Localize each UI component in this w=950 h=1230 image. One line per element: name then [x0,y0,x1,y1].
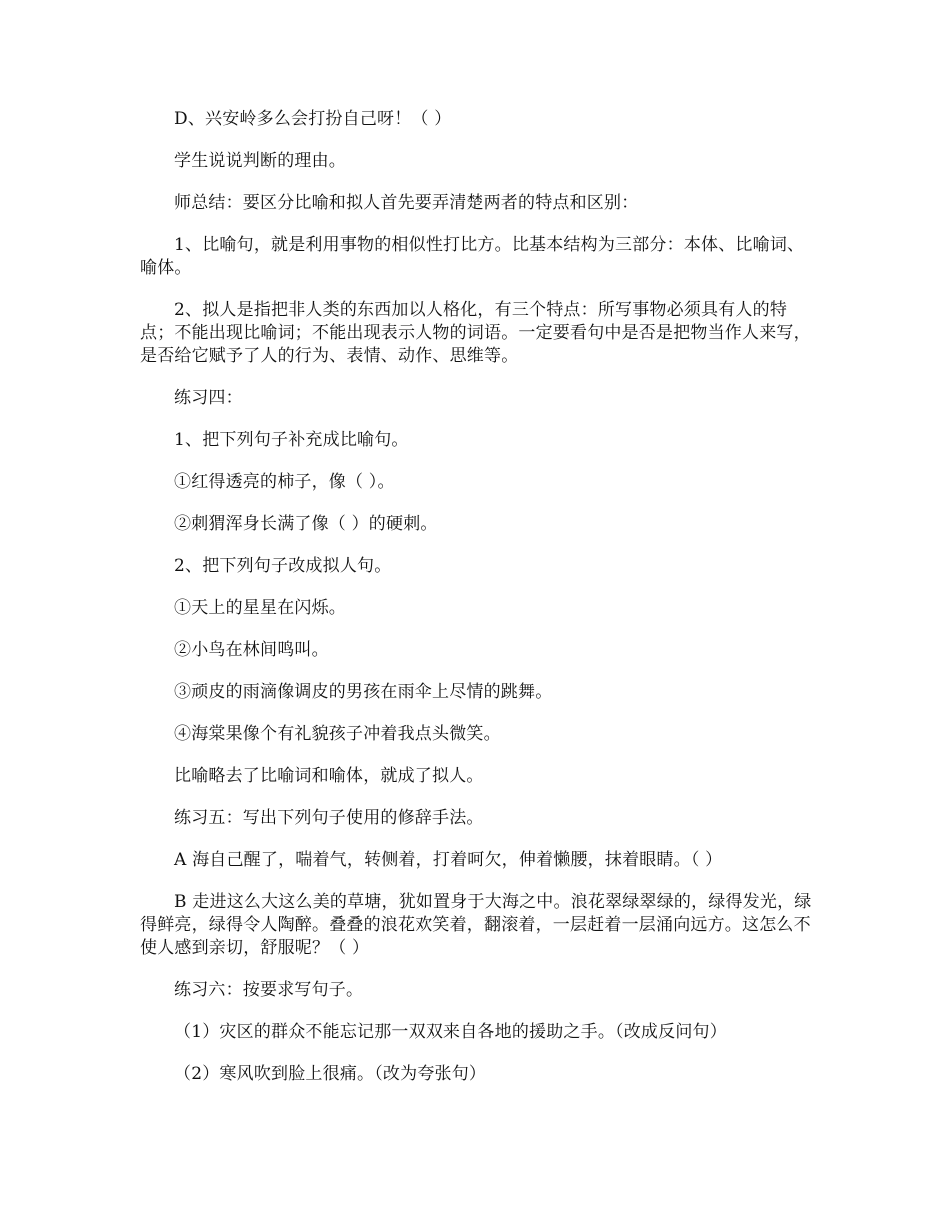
paragraph-exercise-four-task-2: 2、把下列句子改成拟人句。 [174,556,392,576]
paragraph-exercise-four-item-2: ②刺猬浑身长满了像（ ）的硬刺。 [174,514,438,534]
heading-exercise-four: 练习四： [174,388,243,408]
paragraph-exercise-five-a: A 海自己醒了，喘着气，转侧着，打着呵欠，伸着懒腰，抹着眼睛。（ ） [174,850,723,870]
paragraph-exercise-four-item-4: ②小鸟在林间鸣叫。 [174,640,329,660]
paragraph-option-d: D、兴安岭多么会打扮自己呀！（ ） [174,109,452,129]
paragraph-exercise-four-item-1: ①红得透亮的柿子，像（ ）。 [174,472,395,492]
paragraph-students-explain: 学生说说判断的理由。 [174,151,346,171]
document-body [140,108,816,1105]
paragraph-metaphor-definition: 1、比喻句，就是利用事物的相似性打比方。比基本结构为三部分：本体、比喻词、喻体。 [140,235,805,278]
paragraph-exercise-four-item-5: ③顽皮的雨滴像调皮的男孩在雨伞上尽情的跳舞。 [174,682,553,702]
paragraph-teacher-summary: 师总结：要区分比喻和拟人首先要弄清楚两者的特点和区别： [174,193,639,213]
paragraph-exercise-four-item-6: ④海棠果像个有礼貌孩子冲着我点头微笑。 [174,724,501,744]
paragraph-exercise-four-task-1: 1、把下列句子补充成比喻句。 [174,430,409,450]
heading-exercise-five: 练习五：写出下列句子使用的修辞手法。 [174,808,484,828]
paragraph-exercise-five-b: B 走进这么大这么美的草塘，犹如置身于大海之中。浪花翠绿翠绿的，绿得发光，绿得鲜亮，绿得令人陶醉。叠叠的浪花欢笑着，翻滚着，一层赶着一层涌向远方。这怎么不使人感到亲切，舒服呢？（ ） [140,892,812,958]
paragraph-exercise-six-item-2: （2）寒风吹到脸上很痛。（改为夸张句） [174,1064,487,1084]
paragraph-exercise-six-item-1: （1）灾区的群众不能忘记那一双双来自各地的援助之手。（改成反问句） [174,1022,727,1042]
paragraph-personification-definition: 2、拟人是指把非人类的东西加以人格化，有三个特点：所写事物必须具有人的特点；不能出现比喻词；不能出现表示人物的词语。一定要看句中是否是把物当作人来写，是否给它赋予了人的行为、表情、动作、思维等。 [140,300,811,366]
heading-exercise-six: 练习六：按要求写句子。 [174,980,364,1000]
paragraph-exercise-four-item-3: ①天上的星星在闪烁。 [174,598,346,618]
paragraph-metaphor-note: 比喻略去了比喻词和喻体，就成了拟人。 [174,766,484,786]
